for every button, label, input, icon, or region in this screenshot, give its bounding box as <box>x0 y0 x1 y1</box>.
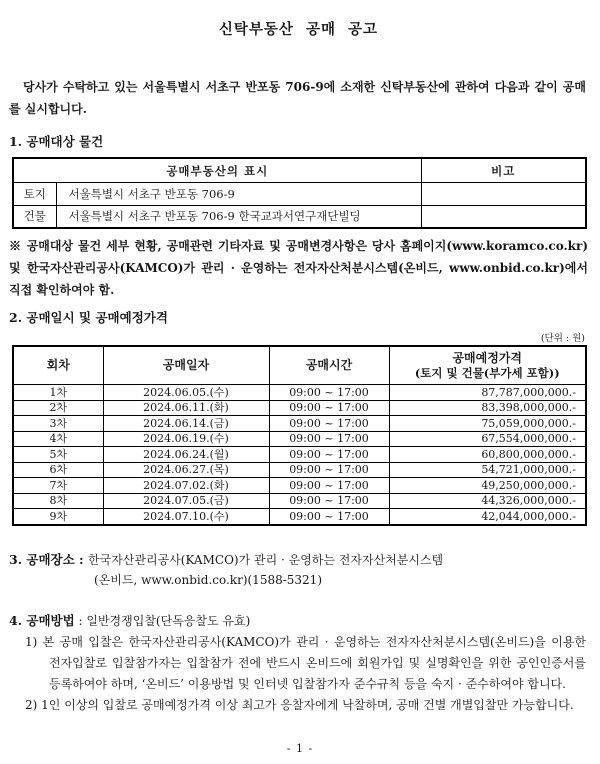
time-cell: 09:00 ~ 17:00 <box>269 416 389 432</box>
section1-heading: 1. 공매대상 물건 <box>9 134 104 149</box>
round-cell: 2차 <box>13 400 103 416</box>
date-cell: 2024.06.05.(수) <box>103 385 269 401</box>
date-cell: 2024.07.05.(금) <box>103 493 269 509</box>
land-label: 토지 <box>13 183 56 206</box>
price-cell: 83,398,000,000.- <box>389 400 586 416</box>
item2-text: 1인 이상의 입찰로 공매예정가격 이상 최고가 응찰자에게 낙찰하며, 공매 건별 개별입찰만 가능합니다. <box>41 697 574 712</box>
item1-text: 본 공매 입찰은 한국자산관리공사(KAMCO)가 관리 · 운영하는 전자자산처분시스템(온비드)을 이용한 전자입찰로 입찰참가자는 입찰참가 전에 반드시 온비드에 회원가입 및 실명확인을 위한 공인인증서를 등록하여야 하며, ‘온비드’ 이용방법 및 인터넷 입찰참가자 준수규칙 등을 숙지 · 준수하여야 합니다. <box>42 634 586 691</box>
round-cell: 7차 <box>13 478 103 494</box>
table-row-land <box>13 183 586 206</box>
price-cell: 49,250,000,000.- <box>389 478 586 494</box>
round-cell: 1차 <box>13 385 103 401</box>
building-remark <box>421 205 586 228</box>
date-cell: 2024.07.10.(수) <box>103 509 269 525</box>
price-header-line1: 공매예정가격 <box>452 351 523 365</box>
date-cell: 2024.07.02.(화) <box>103 478 269 494</box>
method-item-1 <box>25 632 588 695</box>
table-row <box>13 462 586 478</box>
section3-heading: 3. 공매장소 <box>9 551 75 567</box>
table-row-building <box>13 205 586 228</box>
building-label: 건물 <box>13 205 56 228</box>
round-cell: 9차 <box>13 509 103 525</box>
table-row <box>13 447 586 463</box>
section3-venue: 한국자산관리공사(KAMCO)가 관리 · 운영하는 전자자산처분시스템 <box>88 552 444 567</box>
round-cell: 3차 <box>13 416 103 432</box>
property-desc-header: 공매부동산의 표시 <box>13 158 421 183</box>
price-cell: 44,326,000,000.- <box>389 493 586 509</box>
time-cell: 09:00 ~ 17:00 <box>269 478 389 494</box>
date-header: 공매일자 <box>103 346 269 385</box>
time-cell: 09:00 ~ 17:00 <box>269 493 389 509</box>
table-row <box>13 400 586 416</box>
date-cell: 2024.06.11.(화) <box>103 400 269 416</box>
price-header-line2: (토지 및 건물(부가세 포함)) <box>414 366 560 380</box>
unit-label: (단위 : 원) <box>540 333 585 344</box>
time-cell: 09:00 ~ 17:00 <box>269 431 389 447</box>
price-cell: 75,059,000,000.- <box>389 416 586 432</box>
auction-schedule-table <box>12 345 587 526</box>
round-cell: 4차 <box>13 431 103 447</box>
schedule-header-row <box>13 346 586 385</box>
section3-line1 <box>9 550 588 570</box>
price-cell: 54,721,000,000.- <box>389 462 586 478</box>
section4-separator: : <box>74 613 87 628</box>
section3-line2: (온비드, www.onbid.co.kr)(1588-5321) <box>94 572 322 587</box>
table-row <box>13 431 586 447</box>
round-cell: 6차 <box>13 462 103 478</box>
round-cell: 8차 <box>13 493 103 509</box>
date-cell: 2024.06.19.(수) <box>103 431 269 447</box>
time-cell: 09:00 ~ 17:00 <box>269 447 389 463</box>
notice-paragraph: ※ 공매대상 물건 세부 현황, 공매관련 기타자료 및 공매변경사항은 당사 홈페이지(www.koramco.co.kr) 및 한국자산관리공사(KAMCO)가 관리 · 운영하는 전자자산처분시스템(온비드, www.onbid.co.kr)에서 직접 확인하여야 함. <box>9 239 588 297</box>
table-row <box>13 385 586 401</box>
method-item-2 <box>25 695 588 716</box>
price-cell: 87,787,000,000.- <box>389 385 586 401</box>
section4 <box>9 610 588 716</box>
time-cell: 09:00 ~ 17:00 <box>269 385 389 401</box>
property-table-header-row <box>13 158 586 183</box>
property-table <box>12 157 587 229</box>
date-cell: 2024.06.14.(금) <box>103 416 269 432</box>
round-header: 회차 <box>13 346 103 385</box>
section3-separator: : <box>74 551 89 567</box>
time-cell: 09:00 ~ 17:00 <box>269 400 389 416</box>
intro-paragraph: 당사가 수탁하고 있는 서울특별시 서초구 반포동 706-9에 소재한 신탁부동산에 관하여 다음과 같이 공매를 실시합니다. <box>9 80 586 116</box>
date-cell: 2024.06.24.(월) <box>103 447 269 463</box>
time-header: 공매시간 <box>269 346 389 385</box>
page-number: - 1 - <box>286 742 314 755</box>
remarks-header: 비고 <box>421 158 586 183</box>
page-title: 신탁부동산 공매 공고 <box>218 21 379 38</box>
item1-number: 1) <box>25 634 38 649</box>
item2-number: 2) <box>25 697 38 712</box>
price-cell: 67,554,000,000.- <box>389 431 586 447</box>
section3 <box>9 550 588 590</box>
building-description: 서울특별시 서초구 반포동 706-9 한국교과서연구재단빌딩 <box>56 205 421 228</box>
time-cell: 09:00 ~ 17:00 <box>269 462 389 478</box>
price-header <box>389 346 586 385</box>
table-row <box>13 493 586 509</box>
table-row <box>13 416 586 432</box>
date-cell: 2024.06.27.(목) <box>103 462 269 478</box>
round-cell: 5차 <box>13 447 103 463</box>
time-cell: 09:00 ~ 17:00 <box>269 509 389 525</box>
section4-method: 일반경쟁입찰(단독응찰도 유효) <box>86 613 251 628</box>
section4-headline <box>9 610 588 632</box>
section2-heading: 2. 공매일시 및 공매예정가격 <box>9 310 168 325</box>
land-description: 서울특별시 서초구 반포동 706-9 <box>56 183 421 206</box>
table-row <box>13 478 586 494</box>
price-cell: 42,044,000,000.- <box>389 509 586 525</box>
section4-heading: 4. 공매방법 <box>9 612 75 628</box>
land-remark <box>421 183 586 206</box>
table-row <box>13 509 586 525</box>
price-cell: 60,800,000,000.- <box>389 447 586 463</box>
